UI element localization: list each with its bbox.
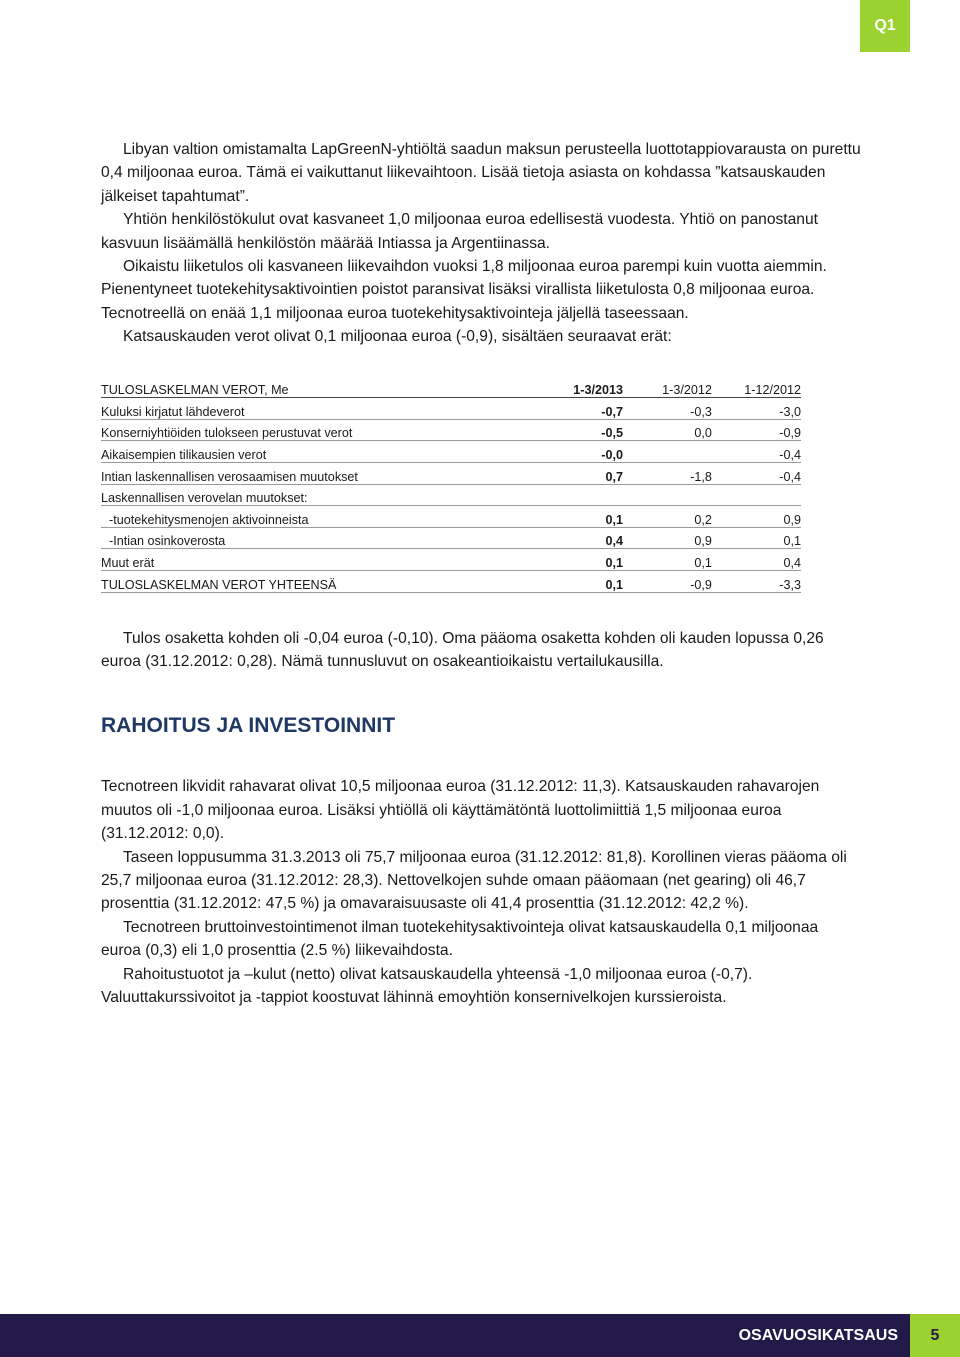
quarter-badge: Q1 [860,0,910,52]
page-content [101,138,861,1009]
table-header-label: TULOSLASKELMAN VEROT, Me [101,377,534,398]
tax-table [101,377,801,593]
row-value-q1-2012: -0,3 [623,398,712,420]
row-value-q1-2012: 0,0 [623,419,712,441]
paragraph-financial-items: Rahoitustuotot ja –kulut (netto) olivat katsauskaudella yhteensä -1,0 miljoonaa euroa (-0,7). Valuuttakurssivoitot ja -tappiot koostuvat lähinnä emoyhtiön konsernivelkojen kurssieroista. [101,965,753,1007]
table-row [101,506,801,528]
row-value-q1-2013: -0,0 [534,441,623,463]
paragraph-liquidity: Tecnotreen likvidit rahavarat olivat 10,5 miljoonaa euroa (31.12.2012: 11,3). Katsauskauden rahavarojen muutos oli -1,0 miljoonaa euroa. Lisäksi yhtiöllä oli käyttämätöntä luottolimiittiä 1,5 miljoonaa euroa (31.12.2012: 0,0). [101,778,820,843]
row-value-fy-2012: 0,4 [712,549,801,571]
row-value-fy-2012: -3,3 [712,571,801,593]
row-value-q1-2013: 0,7 [534,463,623,485]
paragraph-operating-result: Oikaistu liiketulos oli kasvaneen liikevaihdon vuoksi 1,8 miljoonaa euroa parempi kuin vuotta aiemmin. Pienentyneet tuotekehitysaktivointien poistot paransivat lisäksi virallista liiketulosta 0,8 miljoonaa euroa. Tecnotreellä on enää 1,1 miljoonaa euroa tuotekehitysaktivointeja jäljellä taseessaan. [101,258,827,322]
row-label: Konserniyhtiöiden tulokseen perustuvat verot [101,419,534,441]
row-value-fy-2012: -0,4 [712,463,801,485]
table-header-q1-2013: 1-3/2013 [534,377,623,398]
table-total-row [101,571,801,593]
row-value-q1-2013: 0,1 [534,549,623,571]
row-value-q1-2013: 0,1 [534,506,623,528]
row-value-q1-2013: 0,1 [534,571,623,593]
row-value-fy-2012: -3,0 [712,398,801,420]
row-value-q1-2012 [623,441,712,463]
row-value-q1-2012 [623,484,712,506]
row-value-q1-2013: -0,7 [534,398,623,420]
row-value-fy-2012: 0,9 [712,506,801,528]
row-label: Kuluksi kirjatut lähdeverot [101,398,534,420]
row-label: Laskennallisen verovelan muutokset: [101,484,534,506]
table-header-fy-2012: 1-12/2012 [712,377,801,398]
page-number: 5 [910,1314,960,1357]
row-value-q1-2012: 0,9 [623,527,712,549]
row-label: TULOSLASKELMAN VEROT YHTEENSÄ [101,571,534,593]
row-label: -tuotekehitysmenojen aktivoinneista [101,506,534,528]
paragraph-libya: Libyan valtion omistamalta LapGreenN-yhtiöltä saadun maksun perusteella luottotappiovarausta on purettu 0,4 miljoonaa euroa. Tämä ei vaikuttanut liikevaihtoon. Lisää tietoja asiasta on kohdassa ”katsauskauden jälkeiset tapahtumat”. [101,141,861,205]
row-value-fy-2012: 0,1 [712,527,801,549]
paragraph-taxes-intro: Katsauskauden verot olivat 0,1 miljoonaa euroa (-0,9), sisältäen seuraavat erät: [123,328,672,346]
table-row [101,527,801,549]
paragraph-personnel: Yhtiön henkilöstökulut ovat kasvaneet 1,0 miljoonaa euroa edellisestä vuodesta. Yhtiö on panostanut kasvuun lisäämällä henkilöstön määrää Intiassa ja Argentiinassa. [101,211,818,252]
page-footer [0,1314,960,1357]
tax-table-wrapper [101,377,801,593]
row-value-q1-2013: -0,5 [534,419,623,441]
table-row [101,463,801,485]
paragraph-balance-sheet: Taseen loppusumma 31.3.2013 oli 75,7 miljoonaa euroa (31.12.2012: 81,8). Korollinen vieras pääoma oli 25,7 miljoonaa euroa (31.12.2012: 28,3). Nettovelkojen suhde omaan pääomaan (net gearing) oli 46,7 prosenttia (31.12.2012: 47,5 %) ja omavaraisuusaste oli 41,4 prosenttia (31.12.2012: 42,2 %). [101,848,847,913]
financing-section [101,775,861,1009]
row-label: -Intian osinkoverosta [101,527,534,549]
row-value-fy-2012: -0,4 [712,441,801,463]
row-value-q1-2013 [534,484,623,506]
section-heading-financing: RAHOITUS JA INVESTOINNIT [101,714,396,738]
paragraph-investments: Tecnotreen bruttoinvestointimenot ilman tuotekehitysaktivointeja olivat katsauskaudella 0,1 miljoonaa euroa (0,3) eli 1,0 prosenttia (2.5 %) liikevaihdosta. [101,918,819,960]
row-value-fy-2012 [712,484,801,506]
table-row [101,398,801,420]
row-label: Intian laskennallisen verosaamisen muutokset [101,463,534,485]
row-value-q1-2012: 0,2 [623,506,712,528]
table-row [101,549,801,571]
table-row [101,441,801,463]
row-label: Aikaisempien tilikausien verot [101,441,534,463]
table-row [101,484,801,506]
table-header-row [101,377,801,398]
footer-title: OSAVUOSIKATSAUS [738,1327,898,1344]
row-value-q1-2012: 0,1 [623,549,712,571]
row-value-fy-2012: -0,9 [712,419,801,441]
table-row [101,419,801,441]
row-value-q1-2012: -1,8 [623,463,712,485]
paragraph-eps: Tulos osaketta kohden oli -0,04 euroa (-0,10). Oma pääoma osaketta kohden oli kauden lopussa 0,26 euroa (31.12.2012: 0,28). Nämä tunnusluvut on osakeantioikaistu vertailukausilla. [101,629,824,670]
row-value-q1-2013: 0,4 [534,527,623,549]
row-label: Muut erät [101,549,534,571]
table-header-q1-2012: 1-3/2012 [623,377,712,398]
row-value-q1-2012: -0,9 [623,571,712,593]
